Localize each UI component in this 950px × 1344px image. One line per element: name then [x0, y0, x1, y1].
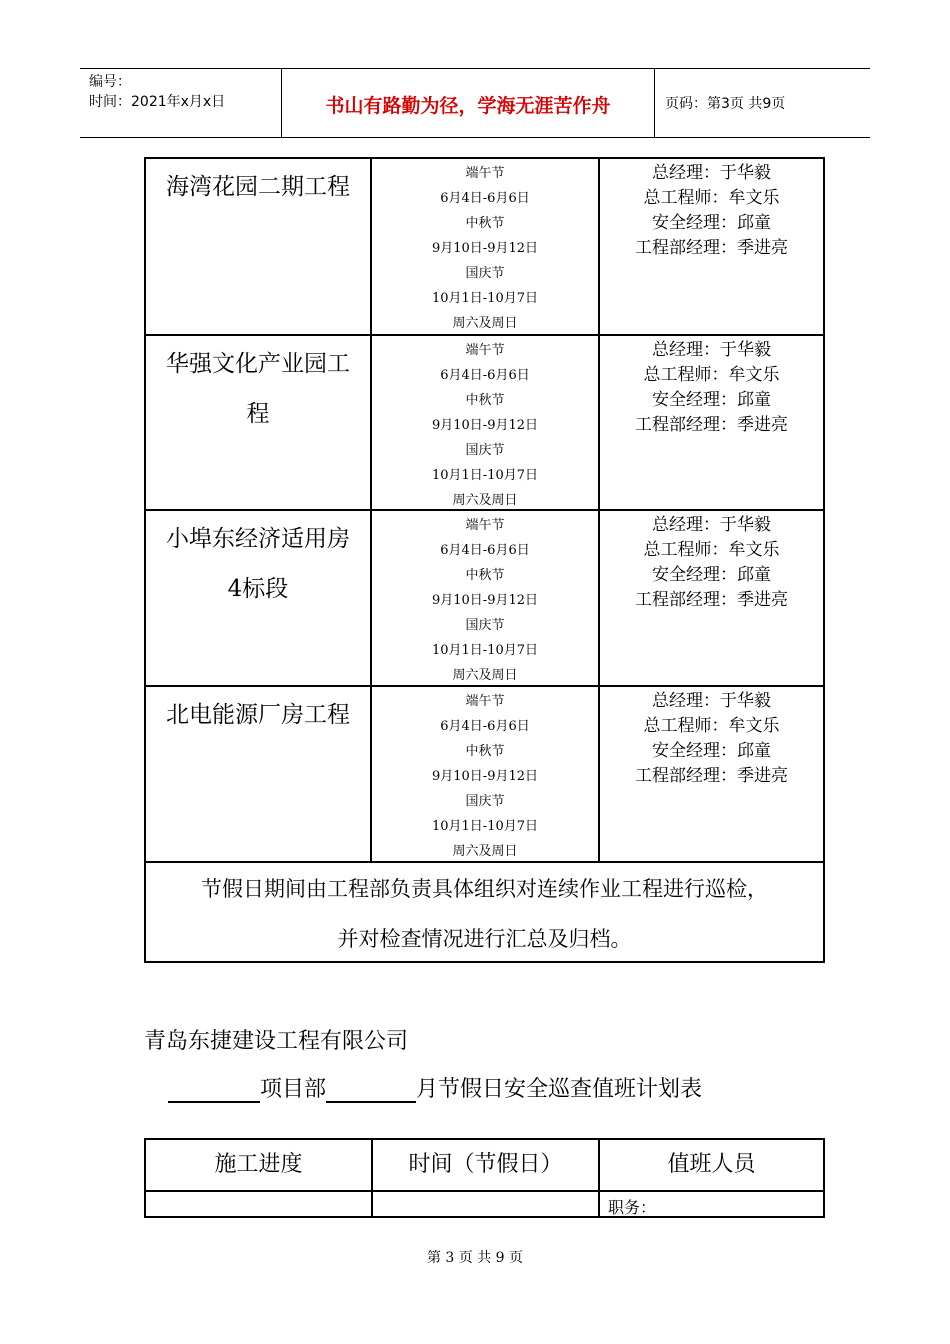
- holiday-line: 国庆节: [465, 618, 505, 633]
- project-name-cell: [146, 159, 372, 334]
- staff-line: 安全经理：邱童: [652, 213, 771, 233]
- column-header: 施工进度: [214, 1152, 303, 1177]
- table-row: [146, 336, 823, 511]
- staff-line: 总工程师：牟文乐: [643, 716, 780, 736]
- holiday-line: 周六及周日: [452, 844, 518, 859]
- staff-line: 工程部经理：季进亮: [635, 238, 788, 258]
- holiday-line: 周六及周日: [452, 668, 518, 683]
- holiday-line: 9月10日-9月12日: [431, 241, 539, 256]
- staff-line: 工程部经理：季进亮: [635, 590, 788, 610]
- staff-cell: [600, 687, 823, 861]
- holiday-line: 9月10日-9月12日: [431, 418, 539, 433]
- note-line: 节假日期间由工程部负责具体组织对连续作业工程进行巡检，: [201, 877, 768, 901]
- project-name: 华强文化产业园工: [166, 351, 350, 377]
- staff-line: 安全经理：邱童: [652, 390, 771, 410]
- document-date: 时间：2021年x月x日: [89, 94, 226, 110]
- duty-label: 职务：: [608, 1198, 657, 1217]
- project-name: 海湾花园二期工程: [166, 174, 350, 200]
- holiday-line: 6月4日-6月6日: [440, 368, 530, 383]
- project-name-cell: [146, 336, 372, 509]
- inspection-note: [146, 861, 823, 964]
- holiday-line: 6月4日-6月6日: [440, 191, 530, 206]
- holiday-dates-cell: [372, 159, 600, 334]
- project-name: 小埠东经济适用房: [166, 526, 350, 552]
- project-name-cell: [146, 687, 372, 861]
- holiday-line: 10月1日-10月7日: [431, 643, 539, 658]
- staff-line: 安全经理：邱童: [652, 741, 771, 761]
- staff-line: 总经理：于华毅: [652, 163, 771, 183]
- holiday-dates-cell: [372, 687, 600, 861]
- holiday-dates-cell: [372, 511, 600, 685]
- holiday-line: 端午节: [465, 166, 505, 181]
- column-header: 值班人员: [667, 1152, 756, 1177]
- table-row: [146, 687, 823, 863]
- holiday-line: 周六及周日: [452, 316, 518, 331]
- holiday-line: 10月1日-10月7日: [431, 819, 539, 834]
- project-name: 程: [246, 401, 270, 427]
- header-divider: [654, 69, 655, 137]
- staff-cell: [600, 159, 823, 334]
- blank-project-field: [168, 1075, 260, 1103]
- staff-line: 总经理：于华毅: [652, 340, 771, 360]
- staff-line: 总工程师：牟文乐: [643, 188, 780, 208]
- header-meta: [80, 69, 281, 137]
- page-header: [80, 68, 870, 138]
- staff-cell: [600, 511, 823, 685]
- company-name: 青岛东捷建设工程有限公司: [144, 1029, 409, 1054]
- staff-line: 安全经理：邱童: [652, 565, 771, 585]
- holiday-line: 国庆节: [465, 266, 505, 281]
- holiday-line: 9月10日-9月12日: [431, 593, 539, 608]
- header-page-number: 页码：第3页 共9页: [665, 96, 786, 112]
- staff-cell: [600, 336, 823, 509]
- project-name: 4标段: [227, 576, 289, 602]
- holiday-line: 国庆节: [465, 794, 505, 809]
- holiday-line: 10月1日-10月7日: [431, 468, 539, 483]
- duty-plan-table: [144, 1138, 825, 1218]
- note-line: 并对检查情况进行汇总及归档。: [337, 927, 632, 951]
- table-row: [146, 159, 823, 336]
- holiday-line: 中秋节: [465, 216, 505, 231]
- holiday-line: 端午节: [465, 694, 505, 709]
- document-number: 编号：: [89, 74, 131, 90]
- holiday-line: 6月4日-6月6日: [440, 543, 530, 558]
- holiday-line: 国庆节: [465, 443, 505, 458]
- holiday-line: 端午节: [465, 343, 505, 358]
- project-name-cell: [146, 511, 372, 685]
- holiday-line: 中秋节: [465, 744, 505, 759]
- holiday-line: 6月4日-6月6日: [440, 719, 530, 734]
- plan-title-part: 项目部: [260, 1077, 327, 1102]
- holiday-dates-cell: [372, 336, 600, 509]
- holiday-line: 中秋节: [465, 393, 505, 408]
- column-header: 时间（节假日）: [408, 1152, 563, 1177]
- page-footer: 第 3 页 共 9 页: [426, 1250, 524, 1266]
- header-motto: 书山有路勤为径，学海无涯苦作舟: [325, 95, 611, 117]
- holiday-line: 端午节: [465, 518, 505, 533]
- staff-line: 总工程师：牟文乐: [643, 540, 780, 560]
- plan-title: [168, 1072, 702, 1103]
- holiday-line: 中秋节: [465, 568, 505, 583]
- holiday-line: 9月10日-9月12日: [431, 769, 539, 784]
- table-row: [146, 511, 823, 687]
- holiday-line: 10月1日-10月7日: [431, 291, 539, 306]
- holiday-line: 周六及周日: [452, 493, 518, 508]
- duty-schedule-table: [144, 157, 825, 963]
- staff-line: 总工程师：牟文乐: [643, 365, 780, 385]
- plan-title-part: 月节假日安全巡查值班计划表: [416, 1077, 703, 1102]
- staff-line: 工程部经理：季进亮: [635, 415, 788, 435]
- staff-line: 总经理：于华毅: [652, 691, 771, 711]
- blank-month-field: [326, 1075, 416, 1103]
- project-name: 北电能源厂房工程: [166, 702, 350, 728]
- staff-line: 总经理：于华毅: [652, 515, 771, 535]
- staff-line: 工程部经理：季进亮: [635, 766, 788, 786]
